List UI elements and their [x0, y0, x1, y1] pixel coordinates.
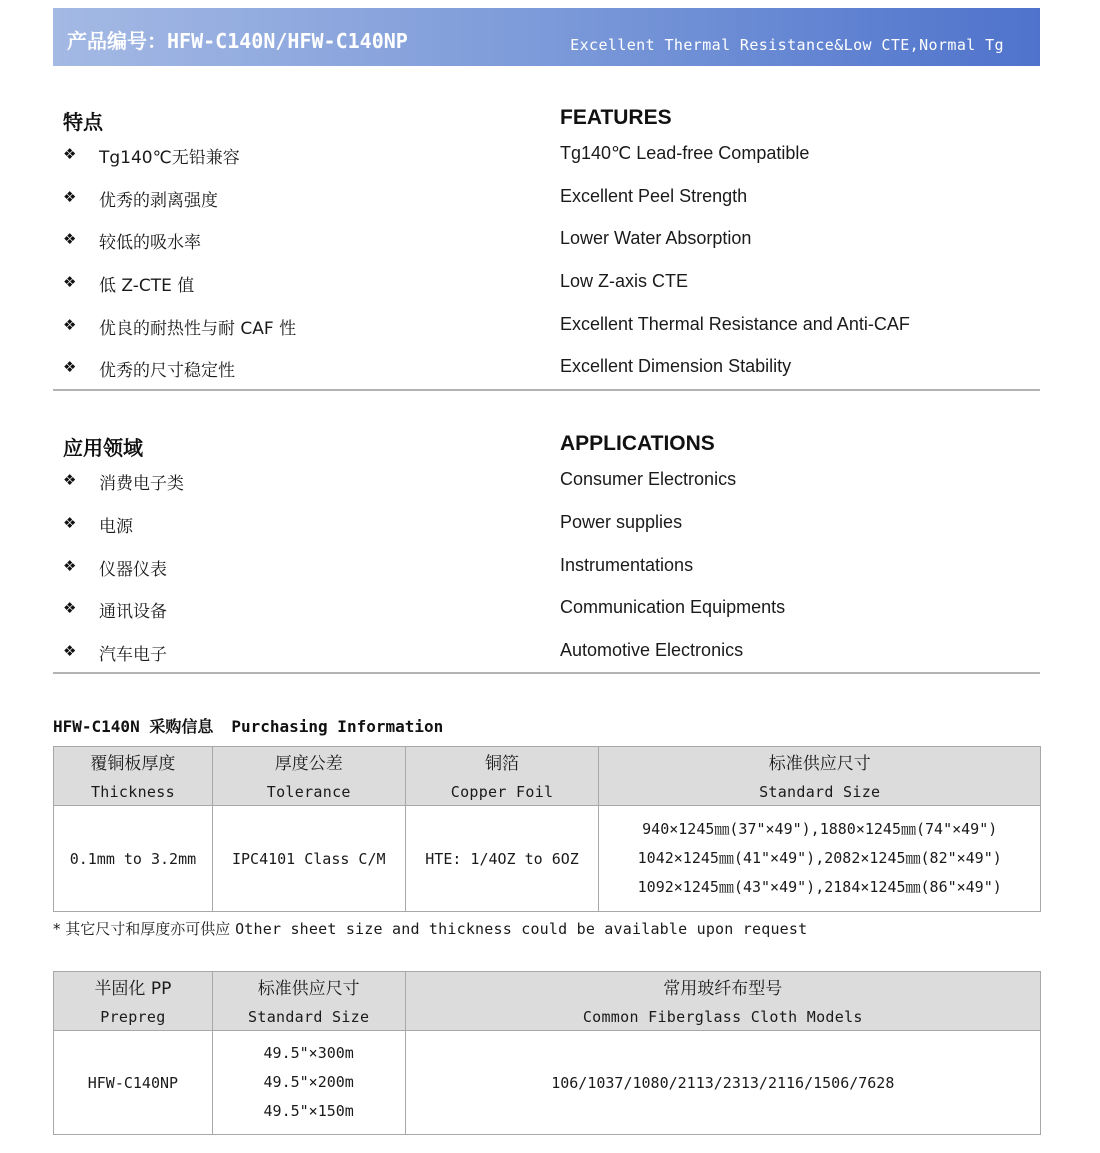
application-zh: 消费电子类 — [99, 474, 184, 494]
column-header: 厚度公差 Tolerance — [212, 747, 405, 806]
feature-zh: 较低的吸水率 — [99, 233, 201, 253]
size-line: 1042×1245㎜(41"×49"),2082×1245㎜(82"×49") — [637, 849, 1002, 867]
thickness-cell: 0.1mm to 3.2mm — [54, 806, 213, 912]
feature-en: Lower Water Absorption — [560, 228, 752, 248]
application-en: Instrumentations — [560, 555, 694, 575]
diamond-bullet-icon: ❖ — [63, 358, 77, 376]
feature-zh: 低 Z-CTE 值 — [99, 276, 195, 296]
copper-foil-cell: HTE: 1/4OZ to 6OZ — [405, 806, 599, 912]
applications-heading-en: APPLICATIONS — [560, 432, 715, 455]
note-en: Other sheet size and thickness could be available upon request — [235, 920, 808, 938]
column-header: 标准供应尺寸 Standard Size — [599, 747, 1041, 806]
diamond-bullet-icon: ❖ — [63, 514, 77, 532]
diamond-bullet-icon: ❖ — [63, 230, 77, 248]
feature-zh: 优秀的尺寸稳定性 — [99, 361, 235, 381]
column-header: 标准供应尺寸 Standard Size — [212, 972, 405, 1031]
application-zh: 通讯设备 — [99, 602, 167, 622]
application-item — [0, 512, 1100, 538]
table-header-row — [54, 747, 1041, 806]
application-item — [0, 555, 1100, 581]
application-en: Communication Equipments — [560, 597, 786, 617]
diamond-bullet-icon: ❖ — [63, 642, 77, 660]
feature-item — [0, 143, 1100, 169]
application-item — [0, 640, 1100, 666]
feature-en: Low Z-axis CTE — [560, 271, 689, 291]
size-line: 49.5"×200m — [263, 1073, 354, 1091]
standard-size-cell — [599, 806, 1041, 912]
tolerance-cell: IPC4101 Class C/M — [212, 806, 405, 912]
size-line: 49.5"×300m — [263, 1044, 354, 1062]
table-header-row — [54, 972, 1041, 1031]
column-header: 铜箔 Copper Foil — [405, 747, 599, 806]
column-header: 半固化 PP Prepreg — [54, 972, 213, 1031]
table-row — [54, 806, 1041, 912]
size-line: 1092×1245㎜(43"×49"),2184×1245㎜(86"×49") — [637, 878, 1002, 896]
column-header: 覆铜板厚度 Thickness — [54, 747, 213, 806]
feature-en: Excellent Dimension Stability — [560, 356, 792, 376]
application-zh: 仪器仪表 — [99, 560, 167, 580]
feature-item — [0, 271, 1100, 297]
feature-item — [0, 314, 1100, 340]
application-zh: 汽车电子 — [99, 645, 167, 665]
purchasing-title-en: Purchasing Information — [231, 717, 444, 736]
feature-zh: 优秀的剥离强度 — [99, 191, 218, 211]
section-divider — [53, 389, 1040, 391]
feature-en: Tg140℃ Lead-free Compatible — [560, 143, 810, 163]
availability-note — [53, 918, 807, 939]
application-zh: 电源 — [99, 517, 133, 537]
note-zh: * 其它尺寸和厚度亦可供应 — [53, 920, 231, 938]
prepreg-model-cell: HFW-C140NP — [54, 1031, 213, 1135]
feature-en: Excellent Thermal Resistance and Anti-CAF — [560, 314, 910, 334]
diamond-bullet-icon: ❖ — [63, 316, 77, 334]
cloth-models-cell: 106/1037/1080/2113/2313/2116/1506/7628 — [405, 1031, 1040, 1135]
application-en: Power supplies — [560, 512, 683, 532]
diamond-bullet-icon: ❖ — [63, 557, 77, 575]
product-title: 产品编号：HFW-C140N/HFW-C140NP — [67, 29, 408, 53]
features-heading-zh: 特点 — [63, 110, 103, 134]
size-line: 49.5"×150m — [263, 1102, 354, 1120]
purchasing-title-zh: HFW-C140N 采购信息 — [53, 717, 214, 736]
diamond-bullet-icon: ❖ — [63, 599, 77, 617]
features-heading-en: FEATURES — [560, 106, 672, 129]
diamond-bullet-icon: ❖ — [63, 145, 77, 163]
size-line: 940×1245㎜(37"×49"),1880×1245㎜(74"×49") — [642, 820, 998, 838]
table-row — [54, 1031, 1041, 1135]
applications-heading-zh: 应用领域 — [63, 436, 143, 460]
feature-item — [0, 186, 1100, 212]
feature-zh: 优良的耐热性与耐 CAF 性 — [99, 319, 297, 339]
feature-item — [0, 228, 1100, 254]
feature-en: Excellent Peel Strength — [560, 186, 748, 206]
application-en: Automotive Electronics — [560, 640, 744, 660]
diamond-bullet-icon: ❖ — [63, 273, 77, 291]
application-item — [0, 597, 1100, 623]
section-divider — [53, 672, 1040, 674]
diamond-bullet-icon: ❖ — [63, 471, 77, 489]
feature-zh: Tg140℃无铅兼容 — [99, 148, 240, 168]
title-banner — [53, 8, 1040, 66]
product-subtitle: Excellent Thermal Resistance&Low CTE,Normal Tg — [570, 36, 1004, 54]
application-item — [0, 469, 1100, 495]
purchasing-title — [53, 714, 443, 737]
prepreg-table — [53, 971, 1041, 1135]
prepreg-size-cell — [212, 1031, 405, 1135]
laminate-table — [53, 746, 1041, 912]
diamond-bullet-icon: ❖ — [63, 188, 77, 206]
feature-item — [0, 356, 1100, 382]
application-en: Consumer Electronics — [560, 469, 737, 489]
column-header: 常用玻纤布型号 Common Fiberglass Cloth Models — [405, 972, 1040, 1031]
